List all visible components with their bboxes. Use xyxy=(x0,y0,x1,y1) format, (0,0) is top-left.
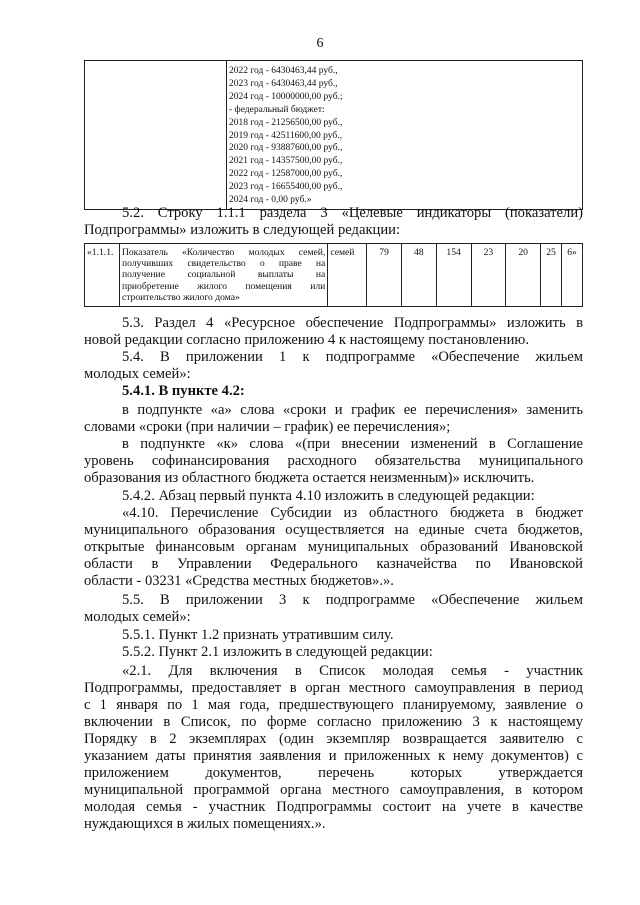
section-5-4-line2: молодых семей»: xyxy=(84,366,191,382)
finance-line: 2023 год - 6430463,44 руб., xyxy=(229,78,338,89)
finance-line: 2024 год - 0,00 руб.» xyxy=(229,195,312,206)
finance-line: 2023 год - 16655400,00 руб., xyxy=(229,182,343,193)
finance-line: 2022 год - 6430463,44 руб., xyxy=(229,66,338,76)
indicator-description xyxy=(119,244,327,307)
clause-2-1-line: Подпрограммы, предоставляет в орган местного самоуправления в период xyxy=(84,680,583,696)
section-5-3-line2: новой редакции согласно приложению 4 к настоящему постановлению. xyxy=(84,332,529,348)
clause-2-1-line: включении в Список, по форме согласно приложению 3 к настоящему xyxy=(84,714,583,730)
indicator-value: 154 xyxy=(436,244,471,307)
section-5-4-line1: 5.4. В приложении 1 к подпрограмме «Обеспечение жильем xyxy=(122,349,583,365)
clause-2-1-line: приложением документов, перечень которых утверждается xyxy=(84,765,583,781)
clause-2-1-line: «2.1. Для включения в Список молодая семья - участник xyxy=(122,663,583,679)
section-5-5-2: 5.5.2. Пункт 2.1 изложить в следующей редакции: xyxy=(122,644,433,660)
indicator-code: «1.1.1. xyxy=(85,244,120,307)
section-5-3-line1: 5.3. Раздел 4 «Ресурсное обеспечение Подпрограммы» изложить в xyxy=(122,315,583,331)
indicator-desc-line: строительство жилого дома» xyxy=(121,291,240,303)
section-5-2-line1: 5.2. Строку 1.1.1 раздела 3 «Целевые индикаторы (показатели) xyxy=(122,205,583,221)
clause-4-10-line5: области - 03231 «Средства местных бюджетов».». xyxy=(84,573,394,589)
clause-4-10-line4: области в Управлении Федерального казначейства по Ивановской xyxy=(84,556,583,572)
section-5-4-2: 5.4.2. Абзац первый пункта 4.10 изложить в следующей редакции: xyxy=(122,488,535,504)
clause-2-1-line: муниципальной программой органа местного самоуправления, в котором xyxy=(84,782,583,798)
clause-2-1-line: Порядку в 2 экземплярах (один экземпляр возвращается заявителю с xyxy=(84,731,583,747)
financing-table xyxy=(84,60,583,210)
finance-line: - федеральный бюджет: xyxy=(229,104,325,115)
subpoint-k-line2: уровень софинансирования расходного обязательства муниципального xyxy=(84,453,583,469)
section-5-5-line2: молодых семей»: xyxy=(84,609,191,625)
section-5-2-line2: Подпрограммы» изложить в следующей редакции: xyxy=(84,222,401,238)
section-5-4-1: 5.4.1. В пункте 4.2: xyxy=(122,383,245,399)
clause-4-10-line3: открытые финансовым органам муниципальных образований Ивановской xyxy=(84,539,583,555)
financing-label-cell xyxy=(85,61,227,210)
indicator-table xyxy=(84,243,583,307)
indicator-value: 6» xyxy=(561,244,582,307)
indicator-desc-line: получение социальной выплаты на xyxy=(121,269,326,281)
clause-2-1-line: указанием даты принятия заявления и приложенных к нему документов) с xyxy=(84,748,583,764)
finance-line: 2018 год - 21256500,00 руб., xyxy=(229,117,343,128)
clause-4-10-line1: «4.10. Перечисление Субсидии из областного бюджета в бюджет xyxy=(122,505,583,521)
finance-line: 2019 год - 42511600,00 руб., xyxy=(229,130,342,141)
finance-line: 2021 год - 14357500,00 руб., xyxy=(229,156,343,167)
section-5-5-1: 5.5.1. Пункт 1.2 признать утратившим силу. xyxy=(122,627,394,643)
page-number: 6 xyxy=(316,36,324,51)
subpoint-k-line1: в подпункте «к» слова «(при внесении изменений в Соглашение xyxy=(122,436,583,452)
clause-4-10-line2: муниципального образования осуществляется на единые счета бюджетов, xyxy=(84,522,583,538)
financing-values-cell xyxy=(227,61,583,210)
indicator-unit: семей xyxy=(328,244,367,307)
indicator-desc-line: приобретение жилого помещения или xyxy=(121,280,326,292)
indicator-row xyxy=(85,244,583,307)
section-5-5-line1: 5.5. В приложении 3 к подпрограмме «Обеспечение жильем xyxy=(122,592,583,608)
finance-line: 2022 год - 12587000,00 руб., xyxy=(229,169,343,180)
indicator-desc-line: получивших свидетельство о праве на xyxy=(121,258,326,270)
clause-2-1-line: с 1 января по 1 мая года, предшествующего планируемому, заявление о xyxy=(84,697,583,713)
indicator-value: 48 xyxy=(401,244,436,307)
clause-2-1-line: молодая семья - участник Подпрограммы состоит на учете в качестве xyxy=(84,799,583,815)
clause-2-1-line: нуждающихся в жилых помещениях.». xyxy=(84,816,326,832)
indicator-value: 25 xyxy=(541,244,562,307)
subpoint-a-line1: в подпункте «а» слова «сроки и график ее перечисления» заменить xyxy=(122,402,583,418)
finance-line: 2020 год - 93887600,00 руб., xyxy=(229,143,343,154)
indicator-value: 20 xyxy=(506,244,541,307)
subpoint-a-line2: словами «сроки (при наличии – график) ее перечисления»; xyxy=(84,419,451,435)
indicator-value: 23 xyxy=(471,244,506,307)
finance-line: 2024 год - 10000000,00 руб.; xyxy=(229,91,343,102)
subpoint-k-line3: образования из областного бюджета остается неизменным)» исключить. xyxy=(84,470,535,486)
indicator-value: 79 xyxy=(367,244,402,307)
indicator-desc-line: Показатель «Количество молодых семей, xyxy=(121,247,326,258)
